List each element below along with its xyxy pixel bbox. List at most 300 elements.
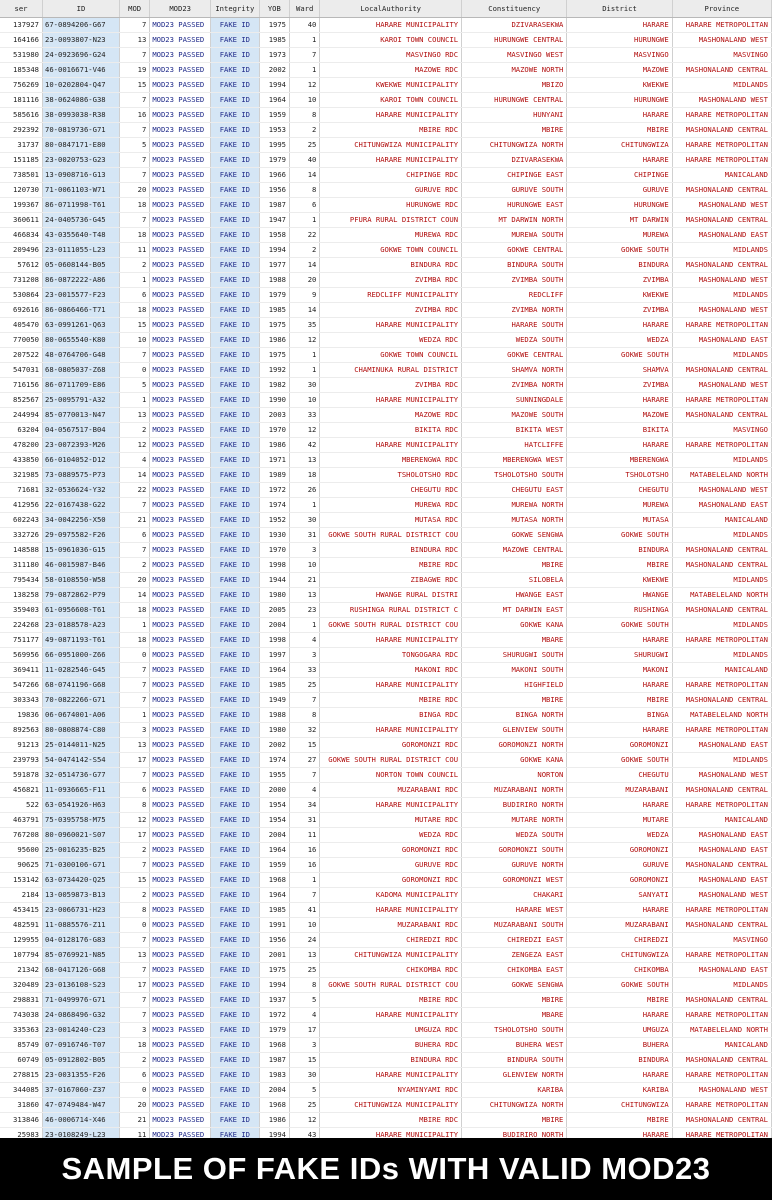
cell-id[interactable]: 24-0405736-G45 (43, 213, 120, 228)
cell-province[interactable]: HARARE METROPOLITAN (672, 723, 771, 738)
table-row[interactable] (0, 978, 772, 993)
cell-integrity[interactable]: FAKE ID (211, 738, 260, 753)
cell-local-authority[interactable]: HARARE MUNICIPALITY (320, 153, 462, 168)
cell-yob[interactable]: 1979 (259, 153, 289, 168)
cell-yob[interactable]: 1937 (259, 993, 289, 1008)
cell-integrity[interactable]: FAKE ID (211, 228, 260, 243)
cell-district[interactable]: MBIRE (567, 993, 672, 1008)
cell-mod23[interactable]: MOD23 PASSED (150, 813, 211, 828)
cell-id[interactable]: 07-0916746-T07 (43, 1038, 120, 1053)
cell-id[interactable]: 06-0674001-A06 (43, 708, 120, 723)
cell-local-authority[interactable]: ZVIMBA RDC (320, 303, 462, 318)
cell-mod[interactable]: 2 (119, 558, 149, 573)
cell-ser[interactable]: 244994 (0, 408, 43, 423)
cell-yob[interactable]: 1979 (259, 1023, 289, 1038)
cell-constituency[interactable]: MAZOWE CENTRAL (462, 543, 567, 558)
cell-local-authority[interactable]: GOROMONZI RDC (320, 843, 462, 858)
cell-district[interactable]: HARARE (567, 1068, 672, 1083)
cell-integrity[interactable]: FAKE ID (211, 273, 260, 288)
cell-province[interactable]: MASHONALAND CENTRAL (672, 363, 771, 378)
cell-constituency[interactable]: CHEGUTU EAST (462, 483, 567, 498)
cell-local-authority[interactable]: CHITUNGWIZA MUNICIPALITY (320, 948, 462, 963)
cell-district[interactable]: GOKWE SOUTH (567, 978, 672, 993)
cell-id[interactable]: 68-0805037-Z68 (43, 363, 120, 378)
cell-ward[interactable]: 5 (290, 993, 320, 1008)
cell-ward[interactable]: 15 (290, 1053, 320, 1068)
cell-constituency[interactable]: MUTASA NORTH (462, 513, 567, 528)
cell-ward[interactable]: 33 (290, 663, 320, 678)
cell-constituency[interactable]: MASVINGO WEST (462, 48, 567, 63)
cell-district[interactable]: BIKITA (567, 423, 672, 438)
cell-integrity[interactable]: FAKE ID (211, 483, 260, 498)
cell-yob[interactable]: 1994 (259, 78, 289, 93)
cell-constituency[interactable]: GLENVIEW NORTH (462, 1068, 567, 1083)
cell-local-authority[interactable]: MUTARE RDC (320, 813, 462, 828)
cell-ward[interactable]: 25 (290, 1098, 320, 1113)
cell-ward[interactable]: 7 (290, 768, 320, 783)
cell-province[interactable]: MIDLANDS (672, 648, 771, 663)
table-row[interactable] (0, 558, 772, 573)
cell-yob[interactable]: 1994 (259, 978, 289, 993)
cell-district[interactable]: CHIREDZI (567, 933, 672, 948)
cell-yob[interactable]: 1964 (259, 93, 289, 108)
cell-id[interactable]: 66-0104052-D12 (43, 453, 120, 468)
cell-integrity[interactable]: FAKE ID (211, 978, 260, 993)
cell-mod[interactable]: 7 (119, 498, 149, 513)
cell-mod[interactable]: 18 (119, 303, 149, 318)
cell-constituency[interactable]: TSHOLOTSHO SOUTH (462, 468, 567, 483)
cell-mod[interactable]: 6 (119, 1068, 149, 1083)
cell-ser[interactable]: 303343 (0, 693, 43, 708)
cell-district[interactable]: HARARE (567, 723, 672, 738)
table-row[interactable] (0, 618, 772, 633)
cell-district[interactable]: CHITUNGWIZA (567, 138, 672, 153)
cell-local-authority[interactable]: ZVIMBA RDC (320, 273, 462, 288)
cell-mod23[interactable]: MOD23 PASSED (150, 993, 211, 1008)
cell-district[interactable]: MBIRE (567, 123, 672, 138)
cell-ser[interactable]: 164166 (0, 33, 43, 48)
cell-integrity[interactable]: FAKE ID (211, 423, 260, 438)
cell-province[interactable]: MASHONALAND CENTRAL (672, 63, 771, 78)
cell-district[interactable]: MBIRE (567, 1113, 672, 1128)
cell-mod[interactable]: 1 (119, 393, 149, 408)
cell-district[interactable]: MAZOWE (567, 63, 672, 78)
cell-local-authority[interactable]: MBIRE RDC (320, 693, 462, 708)
cell-province[interactable]: MASHONALAND EAST (672, 828, 771, 843)
cell-yob[interactable]: 1972 (259, 1008, 289, 1023)
cell-integrity[interactable]: FAKE ID (211, 573, 260, 588)
cell-mod[interactable]: 18 (119, 228, 149, 243)
cell-local-authority[interactable]: MBIRE RDC (320, 558, 462, 573)
table-row[interactable] (0, 18, 772, 33)
cell-constituency[interactable]: HATCLIFFE (462, 438, 567, 453)
cell-constituency[interactable]: MBARE (462, 633, 567, 648)
cell-yob[interactable]: 1975 (259, 963, 289, 978)
cell-district[interactable]: KWEKWE (567, 288, 672, 303)
cell-integrity[interactable]: FAKE ID (211, 693, 260, 708)
cell-local-authority[interactable]: HARARE MUNICIPALITY (320, 903, 462, 918)
cell-ser[interactable]: 185348 (0, 63, 43, 78)
cell-district[interactable]: MUREWA (567, 498, 672, 513)
cell-yob[interactable]: 1956 (259, 183, 289, 198)
cell-ser[interactable]: 751177 (0, 633, 43, 648)
cell-ward[interactable]: 10 (290, 558, 320, 573)
cell-local-authority[interactable]: MAKONI RDC (320, 663, 462, 678)
cell-district[interactable]: GOROMONZI (567, 843, 672, 858)
cell-id[interactable]: 23-0014240-C23 (43, 1023, 120, 1038)
cell-ward[interactable]: 1 (290, 618, 320, 633)
cell-ser[interactable]: 530864 (0, 288, 43, 303)
cell-mod23[interactable]: MOD23 PASSED (150, 1038, 211, 1053)
cell-province[interactable]: MASHONALAND CENTRAL (672, 408, 771, 423)
cell-mod23[interactable]: MOD23 PASSED (150, 678, 211, 693)
cell-local-authority[interactable]: BINGA RDC (320, 708, 462, 723)
cell-mod23[interactable]: MOD23 PASSED (150, 723, 211, 738)
cell-constituency[interactable]: GOROMONZI NORTH (462, 738, 567, 753)
cell-district[interactable]: MBIRE (567, 558, 672, 573)
cell-mod[interactable]: 5 (119, 378, 149, 393)
cell-ser[interactable]: 547031 (0, 363, 43, 378)
cell-province[interactable]: MIDLANDS (672, 978, 771, 993)
cell-constituency[interactable]: HIGHFIELD (462, 678, 567, 693)
cell-local-authority[interactable]: HWANGE RURAL DISTRI (320, 588, 462, 603)
cell-ward[interactable]: 2 (290, 123, 320, 138)
cell-province[interactable]: MASVINGO (672, 933, 771, 948)
cell-mod23[interactable]: MOD23 PASSED (150, 63, 211, 78)
cell-yob[interactable]: 1980 (259, 723, 289, 738)
cell-id[interactable]: 23-0072393-M26 (43, 438, 120, 453)
header-province[interactable]: Province (672, 0, 771, 18)
cell-yob[interactable]: 2005 (259, 603, 289, 618)
cell-province[interactable]: MASHONALAND EAST (672, 963, 771, 978)
header-mod23[interactable]: MOD23 (150, 0, 211, 18)
cell-constituency[interactable]: DZIVARASEKWA (462, 18, 567, 33)
cell-ward[interactable]: 31 (290, 813, 320, 828)
cell-yob[interactable]: 1975 (259, 318, 289, 333)
cell-constituency[interactable]: REDCLIFF (462, 288, 567, 303)
cell-ward[interactable]: 13 (290, 588, 320, 603)
cell-integrity[interactable]: FAKE ID (211, 1068, 260, 1083)
cell-mod[interactable]: 0 (119, 648, 149, 663)
cell-mod23[interactable]: MOD23 PASSED (150, 1008, 211, 1023)
table-row[interactable] (0, 168, 772, 183)
cell-integrity[interactable]: FAKE ID (211, 513, 260, 528)
cell-ser[interactable]: 692616 (0, 303, 43, 318)
cell-integrity[interactable]: FAKE ID (211, 933, 260, 948)
cell-ser[interactable]: 107794 (0, 948, 43, 963)
cell-constituency[interactable]: MAKONI SOUTH (462, 663, 567, 678)
cell-mod[interactable]: 13 (119, 33, 149, 48)
cell-district[interactable]: CHITUNGWIZA (567, 948, 672, 963)
cell-local-authority[interactable]: HARARE MUNICIPALITY (320, 438, 462, 453)
cell-id[interactable]: 47-0749484-W47 (43, 1098, 120, 1113)
cell-mod23[interactable]: MOD23 PASSED (150, 198, 211, 213)
table-row[interactable] (0, 333, 772, 348)
cell-ward[interactable]: 1 (290, 498, 320, 513)
cell-mod23[interactable]: MOD23 PASSED (150, 438, 211, 453)
cell-mod[interactable]: 7 (119, 123, 149, 138)
cell-yob[interactable]: 1968 (259, 1038, 289, 1053)
cell-ward[interactable]: 4 (290, 633, 320, 648)
cell-mod[interactable]: 13 (119, 948, 149, 963)
cell-mod[interactable]: 12 (119, 813, 149, 828)
cell-ser[interactable]: 453415 (0, 903, 43, 918)
cell-mod[interactable]: 7 (119, 963, 149, 978)
cell-mod23[interactable]: MOD23 PASSED (150, 423, 211, 438)
cell-ward[interactable]: 8 (290, 978, 320, 993)
cell-local-authority[interactable]: WEDZA RDC (320, 828, 462, 843)
cell-district[interactable]: HARARE (567, 18, 672, 33)
cell-district[interactable]: RUSHINGA (567, 603, 672, 618)
cell-ward[interactable]: 8 (290, 183, 320, 198)
cell-constituency[interactable]: HURUNGWE EAST (462, 198, 567, 213)
cell-id[interactable]: 25-0016235-B25 (43, 843, 120, 858)
cell-mod[interactable]: 7 (119, 213, 149, 228)
cell-id[interactable]: 23-0066731-H23 (43, 903, 120, 918)
cell-local-authority[interactable]: NORTON TOWN COUNCIL (320, 768, 462, 783)
cell-mod[interactable]: 0 (119, 918, 149, 933)
cell-mod23[interactable]: MOD23 PASSED (150, 288, 211, 303)
cell-local-authority[interactable]: MBERENGWA RDC (320, 453, 462, 468)
cell-province[interactable]: MASHONALAND CENTRAL (672, 258, 771, 273)
cell-id[interactable]: 71-0300106-G71 (43, 858, 120, 873)
cell-yob[interactable]: 1954 (259, 813, 289, 828)
cell-id[interactable]: 73-0889575-P73 (43, 468, 120, 483)
cell-id[interactable]: 54-0474142-S54 (43, 753, 120, 768)
cell-mod23[interactable]: MOD23 PASSED (150, 708, 211, 723)
cell-district[interactable]: GOKWE SOUTH (567, 243, 672, 258)
cell-constituency[interactable]: MUTARE NORTH (462, 813, 567, 828)
cell-id[interactable]: 46-0015987-B46 (43, 558, 120, 573)
cell-integrity[interactable]: FAKE ID (211, 948, 260, 963)
cell-ward[interactable]: 30 (290, 378, 320, 393)
cell-mod[interactable]: 20 (119, 183, 149, 198)
cell-province[interactable]: MASHONALAND EAST (672, 738, 771, 753)
table-row[interactable] (0, 663, 772, 678)
cell-yob[interactable]: 1994 (259, 243, 289, 258)
cell-mod[interactable]: 17 (119, 753, 149, 768)
cell-local-authority[interactable]: MASVINGO RDC (320, 48, 462, 63)
cell-mod23[interactable]: MOD23 PASSED (150, 888, 211, 903)
cell-district[interactable]: HARARE (567, 393, 672, 408)
cell-integrity[interactable]: FAKE ID (211, 183, 260, 198)
cell-mod23[interactable]: MOD23 PASSED (150, 1113, 211, 1128)
cell-id[interactable]: 23-0020753-G23 (43, 153, 120, 168)
cell-mod[interactable]: 13 (119, 738, 149, 753)
table-row[interactable] (0, 438, 772, 453)
cell-ser[interactable]: 369411 (0, 663, 43, 678)
cell-ser[interactable]: 522 (0, 798, 43, 813)
cell-id[interactable]: 49-0871193-T61 (43, 633, 120, 648)
cell-province[interactable]: HARARE METROPOLITAN (672, 1098, 771, 1113)
cell-district[interactable]: HARARE (567, 318, 672, 333)
cell-ser[interactable]: 181116 (0, 93, 43, 108)
cell-constituency[interactable]: GOKWE CENTRAL (462, 243, 567, 258)
cell-ward[interactable]: 12 (290, 423, 320, 438)
cell-integrity[interactable]: FAKE ID (211, 348, 260, 363)
table-row[interactable] (0, 318, 772, 333)
cell-mod[interactable]: 7 (119, 48, 149, 63)
cell-local-authority[interactable]: GOROMONZI RDC (320, 738, 462, 753)
cell-local-authority[interactable]: CHITUNGWIZA MUNICIPALITY (320, 138, 462, 153)
cell-district[interactable]: CHIKOMBA (567, 963, 672, 978)
cell-yob[interactable]: 1970 (259, 423, 289, 438)
cell-yob[interactable]: 1949 (259, 693, 289, 708)
cell-yob[interactable]: 1994 (259, 1128, 289, 1139)
table-row[interactable] (0, 933, 772, 948)
cell-province[interactable]: MASHONALAND CENTRAL (672, 693, 771, 708)
cell-yob[interactable]: 1995 (259, 138, 289, 153)
cell-constituency[interactable]: GOROMONZI WEST (462, 873, 567, 888)
cell-integrity[interactable]: FAKE ID (211, 48, 260, 63)
cell-constituency[interactable]: MBIRE (462, 1113, 567, 1128)
cell-constituency[interactable]: MBIRE (462, 993, 567, 1008)
cell-constituency[interactable]: GOKWE KANA (462, 753, 567, 768)
cell-constituency[interactable]: MBIZO (462, 78, 567, 93)
cell-mod23[interactable]: MOD23 PASSED (150, 213, 211, 228)
cell-mod[interactable]: 2 (119, 258, 149, 273)
cell-province[interactable]: MASHONALAND WEST (672, 273, 771, 288)
cell-id[interactable]: 46-0016671-V46 (43, 63, 120, 78)
cell-local-authority[interactable]: MBIRE RDC (320, 123, 462, 138)
table-row[interactable] (0, 648, 772, 663)
cell-ward[interactable]: 8 (290, 708, 320, 723)
cell-mod23[interactable]: MOD23 PASSED (150, 258, 211, 273)
cell-district[interactable]: CHITUNGWIZA (567, 1098, 672, 1113)
cell-province[interactable]: HARARE METROPOLITAN (672, 903, 771, 918)
table-row[interactable] (0, 513, 772, 528)
cell-mod[interactable]: 13 (119, 408, 149, 423)
cell-mod[interactable]: 21 (119, 1113, 149, 1128)
cell-integrity[interactable]: FAKE ID (211, 153, 260, 168)
cell-mod[interactable]: 1 (119, 273, 149, 288)
cell-mod23[interactable]: MOD23 PASSED (150, 123, 211, 138)
cell-province[interactable]: MASHONALAND EAST (672, 498, 771, 513)
cell-yob[interactable]: 1985 (259, 678, 289, 693)
cell-ser[interactable]: 335363 (0, 1023, 43, 1038)
cell-constituency[interactable]: MUREWA SOUTH (462, 228, 567, 243)
cell-yob[interactable]: 1986 (259, 333, 289, 348)
cell-ward[interactable]: 14 (290, 258, 320, 273)
cell-district[interactable]: KWEKWE (567, 573, 672, 588)
cell-mod23[interactable]: MOD23 PASSED (150, 633, 211, 648)
cell-ward[interactable]: 7 (290, 888, 320, 903)
cell-yob[interactable]: 1975 (259, 348, 289, 363)
cell-mod23[interactable]: MOD23 PASSED (150, 903, 211, 918)
cell-district[interactable]: HARARE (567, 108, 672, 123)
cell-yob[interactable]: 1998 (259, 558, 289, 573)
cell-yob[interactable]: 1990 (259, 393, 289, 408)
cell-ser[interactable]: 332726 (0, 528, 43, 543)
cell-ser[interactable]: 405470 (0, 318, 43, 333)
cell-constituency[interactable]: WEDZA SOUTH (462, 333, 567, 348)
cell-ward[interactable]: 16 (290, 858, 320, 873)
cell-ward[interactable]: 35 (290, 318, 320, 333)
cell-id[interactable]: 85-0769921-N85 (43, 948, 120, 963)
cell-local-authority[interactable]: MUREWA RDC (320, 228, 462, 243)
table-row[interactable] (0, 213, 772, 228)
cell-local-authority[interactable]: HARARE MUNICIPALITY (320, 723, 462, 738)
cell-mod23[interactable]: MOD23 PASSED (150, 333, 211, 348)
cell-mod23[interactable]: MOD23 PASSED (150, 303, 211, 318)
table-row[interactable] (0, 123, 772, 138)
table-row[interactable] (0, 1053, 772, 1068)
cell-constituency[interactable]: BINDURA SOUTH (462, 258, 567, 273)
cell-ser[interactable]: 239793 (0, 753, 43, 768)
cell-mod[interactable]: 18 (119, 1038, 149, 1053)
cell-local-authority[interactable]: BINDURA RDC (320, 543, 462, 558)
cell-ward[interactable]: 42 (290, 438, 320, 453)
table-row[interactable] (0, 843, 772, 858)
cell-constituency[interactable]: MAZOWE NORTH (462, 63, 567, 78)
cell-ward[interactable]: 32 (290, 723, 320, 738)
cell-ser[interactable]: 767208 (0, 828, 43, 843)
header-integrity[interactable]: Integrity (211, 0, 260, 18)
cell-id[interactable]: 38-0624086-G38 (43, 93, 120, 108)
cell-local-authority[interactable]: GOKWE SOUTH RURAL DISTRICT COU (320, 753, 462, 768)
cell-ser[interactable]: 31860 (0, 1098, 43, 1113)
cell-mod23[interactable]: MOD23 PASSED (150, 1023, 211, 1038)
cell-yob[interactable]: 1982 (259, 378, 289, 393)
cell-province[interactable]: MASHONALAND CENTRAL (672, 558, 771, 573)
cell-ward[interactable]: 10 (290, 918, 320, 933)
cell-district[interactable]: HURUNGWE (567, 198, 672, 213)
cell-constituency[interactable]: GOKWE CENTRAL (462, 348, 567, 363)
cell-local-authority[interactable]: MAZOWE RDC (320, 408, 462, 423)
cell-yob[interactable]: 1968 (259, 1098, 289, 1113)
cell-province[interactable]: MANICALAND (672, 1038, 771, 1053)
table-row[interactable] (0, 378, 772, 393)
cell-ward[interactable]: 25 (290, 678, 320, 693)
cell-constituency[interactable]: HURUNGWE CENTRAL (462, 33, 567, 48)
cell-constituency[interactable]: MT DARWIN EAST (462, 603, 567, 618)
table-row[interactable] (0, 948, 772, 963)
cell-local-authority[interactable]: GOKWE SOUTH RURAL DISTRICT COU (320, 978, 462, 993)
cell-constituency[interactable]: GLENVIEW SOUTH (462, 723, 567, 738)
cell-mod23[interactable]: MOD23 PASSED (150, 318, 211, 333)
cell-local-authority[interactable]: GOKWE TOWN COUNCIL (320, 348, 462, 363)
cell-mod23[interactable]: MOD23 PASSED (150, 843, 211, 858)
cell-province[interactable]: MASHONALAND CENTRAL (672, 183, 771, 198)
table-row[interactable] (0, 738, 772, 753)
cell-mod[interactable]: 7 (119, 153, 149, 168)
cell-id[interactable]: 11-0936665-F11 (43, 783, 120, 798)
cell-mod[interactable]: 1 (119, 618, 149, 633)
cell-yob[interactable]: 1985 (259, 903, 289, 918)
cell-constituency[interactable]: BUDIRIRO NORTH (462, 798, 567, 813)
header-mod[interactable]: MOD (119, 0, 149, 18)
cell-integrity[interactable]: FAKE ID (211, 1113, 260, 1128)
cell-mod[interactable]: 18 (119, 198, 149, 213)
cell-constituency[interactable]: BUDIRIRO NORTH (462, 1128, 567, 1139)
table-row[interactable] (0, 528, 772, 543)
cell-yob[interactable]: 2002 (259, 738, 289, 753)
table-row[interactable] (0, 348, 772, 363)
table-row[interactable] (0, 543, 772, 558)
cell-mod[interactable]: 2 (119, 843, 149, 858)
cell-ser[interactable]: 585616 (0, 108, 43, 123)
table-row[interactable] (0, 93, 772, 108)
cell-province[interactable]: MASHONALAND EAST (672, 333, 771, 348)
cell-integrity[interactable]: FAKE ID (211, 213, 260, 228)
table-row[interactable] (0, 453, 772, 468)
cell-constituency[interactable]: GOKWE KANA (462, 618, 567, 633)
cell-yob[interactable]: 2002 (259, 63, 289, 78)
cell-ser[interactable]: 313846 (0, 1113, 43, 1128)
cell-district[interactable]: HURUNGWE (567, 93, 672, 108)
cell-constituency[interactable]: HUNYANI (462, 108, 567, 123)
cell-id[interactable]: 66-0951000-Z66 (43, 648, 120, 663)
